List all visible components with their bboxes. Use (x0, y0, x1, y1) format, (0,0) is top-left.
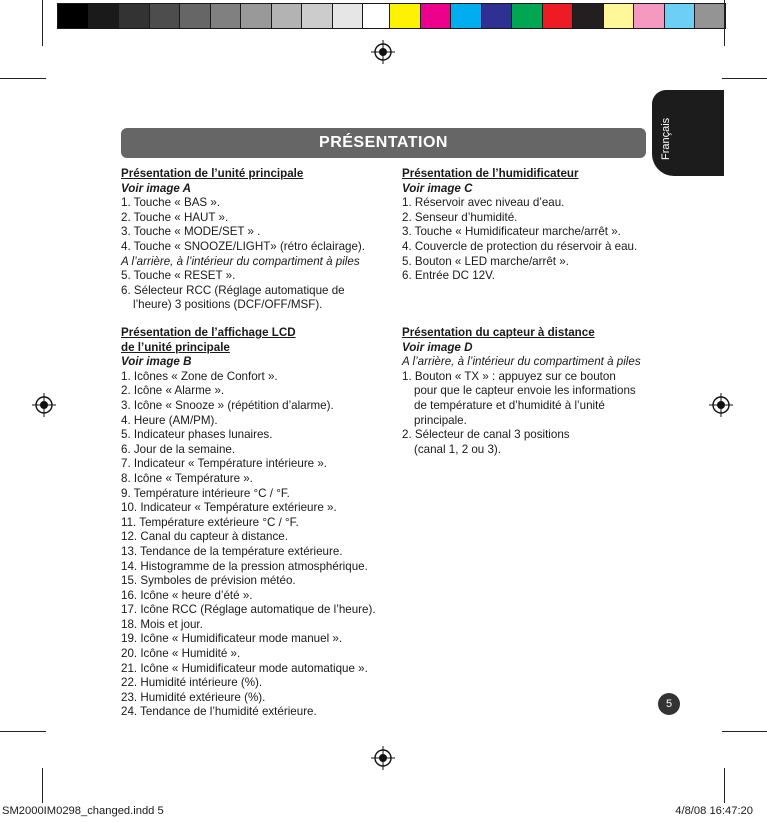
list-item: 17. Icône RCC (Réglage automatique de l’heure). (121, 603, 376, 617)
list-item: 6. Entrée DC 12V. (402, 269, 496, 283)
language-tab-label: Français (660, 117, 672, 160)
page-number: 5 (658, 693, 680, 715)
list-item: 3. Touche « Humidificateur marche/arrêt ». (402, 225, 621, 239)
remote-sensor-section (402, 326, 641, 457)
list-item-continuation: principale. (414, 413, 467, 427)
color-swatch (450, 3, 482, 29)
gray-swatch (332, 3, 364, 29)
lcd-items-list (121, 370, 376, 720)
list-item: 14. Histogramme de la pression atmosphérique. (121, 559, 368, 573)
list-item: 1. Touche « BAS ». (121, 196, 221, 210)
gray-swatch (118, 3, 150, 29)
section-heading: Présentation de l’humidificateur (402, 167, 579, 180)
list-item: 21. Icône « Humidificateur mode automatique ». (121, 661, 368, 675)
crop-mark (42, 0, 43, 46)
crop-mark (722, 731, 767, 732)
gray-swatch (240, 3, 272, 29)
list-item: 23. Humidité extérieure (%). (121, 690, 266, 704)
color-swatch (481, 3, 513, 29)
image-reference: Voir image C (402, 181, 473, 195)
color-swatch (572, 3, 604, 29)
color-swatch (603, 3, 635, 29)
gray-swatch (149, 3, 181, 29)
location-note: A l’arrière, à l’intérieur du compartiment à piles (402, 355, 641, 369)
gray-swatch (301, 3, 333, 29)
section-title: PRÉSENTATION (319, 134, 448, 151)
list-item: 4. Touche « SNOOZE/LIGHT» (rétro éclairage). (121, 239, 365, 253)
list-item: 20. Icône « Humidité ». (121, 647, 241, 661)
color-swatch (511, 3, 543, 29)
section-heading: Présentation de l’affichage LCD (121, 326, 296, 339)
gray-swatch (210, 3, 242, 29)
registration-mark-icon (32, 393, 56, 417)
list-item-continuation: pour que le capteur envoie les informations (414, 384, 636, 398)
list-item: 2. Icône « Alarme ». (121, 384, 225, 398)
registration-mark-icon (709, 393, 733, 417)
crop-mark (724, 0, 725, 46)
list-item: 2. Touche « HAUT ». (121, 210, 229, 224)
image-reference: Voir image B (121, 355, 192, 369)
list-item: 2. Senseur d’humidité. (402, 210, 518, 224)
color-swatch (694, 3, 726, 29)
crop-mark (724, 768, 725, 803)
section-heading: Présentation du capteur à distance (402, 326, 595, 339)
crop-mark (42, 768, 43, 803)
section-title-band (121, 128, 646, 158)
list-item: 15. Symboles de prévision météo. (121, 574, 296, 588)
list-item-continuation: (canal 1, 2 ou 3). (414, 442, 502, 456)
list-item: 24. Tendance de l’humidité extérieure. (121, 705, 317, 719)
lcd-display-section (121, 326, 376, 720)
grayscale-color-bar (57, 3, 393, 29)
list-item: 5. Bouton « LED marche/arrêt ». (402, 254, 569, 268)
list-item: 5. Indicateur phases lunaires. (121, 428, 273, 442)
list-item: 11. Température extérieure °C / °F. (121, 515, 299, 529)
footer-file-name: SM2000IM0298_changed.indd 5 (2, 805, 164, 817)
gray-swatch (88, 3, 120, 29)
color-swatch (389, 3, 421, 29)
list-item: 2. Sélecteur de canal 3 positions (402, 428, 570, 442)
list-item: 1. Réservoir avec niveau d’eau. (402, 196, 565, 210)
list-item: 1. Icônes « Zone de Confort ». (121, 369, 278, 383)
footer-date-time: 4/8/08 16:47:20 (675, 805, 753, 817)
color-swatch (542, 3, 574, 29)
image-reference: Voir image A (121, 181, 192, 195)
main-unit-section (121, 167, 365, 313)
list-item: 9. Température intérieure °C / °F. (121, 486, 290, 500)
color-swatch (420, 3, 452, 29)
list-item: 6. Jour de la semaine. (121, 442, 236, 456)
crop-mark (0, 78, 46, 79)
image-reference: Voir image D (402, 340, 473, 354)
list-item: 3. Touche « MODE/SET » . (121, 225, 261, 239)
section-heading: Présentation de l’unité principale (121, 167, 304, 180)
list-item: 1. Bouton « TX » : appuyez sur ce bouton (402, 369, 616, 383)
list-item: 3. Icône « Snooze » (répétition d’alarme). (121, 398, 334, 412)
crop-mark (0, 731, 46, 732)
list-item: 22. Humidité intérieure (%). (121, 676, 263, 690)
list-item: 13. Tendance de la température extérieure. (121, 544, 343, 558)
registration-mark-icon (371, 746, 395, 770)
process-color-bar (389, 3, 725, 29)
list-item: 18. Mois et jour. (121, 617, 203, 631)
location-note: A l’arrière, à l’intérieur du compartiment à piles (121, 254, 360, 268)
list-item: 5. Touche « RESET ». (121, 269, 236, 283)
list-item: 12. Canal du capteur à distance. (121, 530, 288, 544)
gray-swatch (271, 3, 303, 29)
humidifier-section (402, 167, 637, 284)
registration-mark-icon (371, 40, 395, 64)
list-item: 4. Couvercle de protection du réservoir à eau. (402, 239, 638, 253)
list-item: 16. Icône « heure d’été ». (121, 588, 253, 602)
list-item: 10. Indicateur « Température extérieure ». (121, 501, 337, 515)
list-item: 19. Icône « Humidificateur mode manuel ». (121, 632, 343, 646)
section-heading: de l’unité principale (121, 340, 230, 354)
gray-swatch (57, 3, 89, 29)
list-item: 6. Sélecteur RCC (Réglage automatique de (121, 283, 345, 297)
gray-swatch (179, 3, 211, 29)
color-swatch (664, 3, 696, 29)
color-swatch (633, 3, 665, 29)
list-item-continuation: de température et d’humidité à l’unité (414, 398, 605, 412)
list-item: 4. Heure (AM/PM). (121, 413, 218, 427)
list-item-continuation: l’heure) 3 positions (DCF/OFF/MSF). (133, 298, 323, 312)
humidifier-items-list (402, 196, 637, 284)
crop-mark (722, 78, 767, 79)
list-item: 8. Icône « Température ». (121, 471, 253, 485)
list-item: 7. Indicateur « Température intérieure ». (121, 457, 328, 471)
